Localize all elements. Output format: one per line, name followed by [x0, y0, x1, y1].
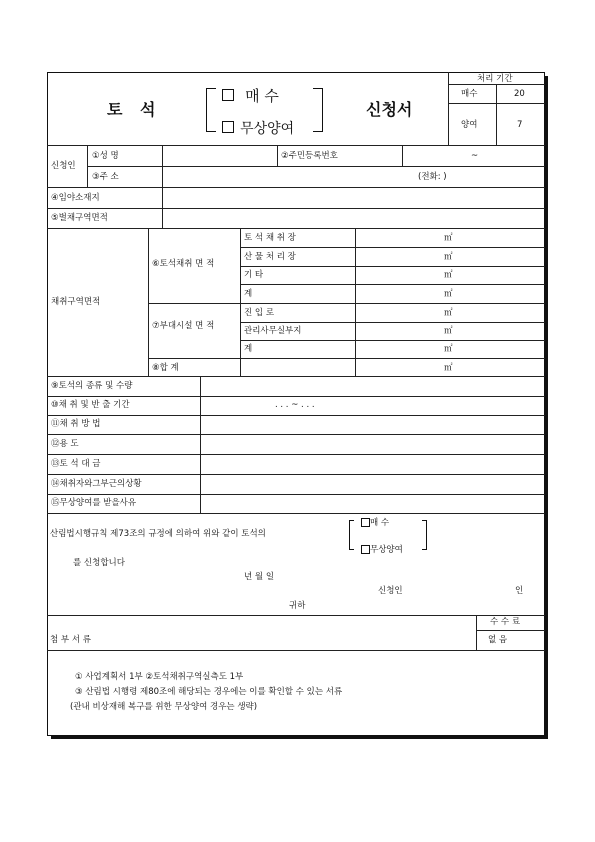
- line-145: [47, 145, 545, 146]
- group6-label: ⑥토석채취 면 적: [152, 259, 215, 269]
- line-228: [47, 228, 545, 229]
- title-bracket-right: [313, 88, 323, 132]
- group7-label: ⑦부대시설 면 적: [152, 321, 215, 331]
- resident-field[interactable]: ~: [471, 151, 479, 161]
- attachments-label: 첨 부 서 류: [50, 635, 91, 645]
- line-322: [240, 322, 545, 323]
- fee-line: [476, 630, 545, 631]
- decl-option-sale: 매 수: [361, 516, 389, 528]
- proc-divider-left: [448, 72, 449, 145]
- frame-shadow-right: [545, 76, 548, 739]
- unit-1[interactable]: ㎡: [444, 233, 453, 243]
- decl-checkbox-grant[interactable]: [361, 545, 370, 554]
- resident-col-a: [277, 145, 278, 166]
- title-option-sale: 매 수: [222, 85, 279, 106]
- proc-row-line: [448, 103, 545, 104]
- unit-5[interactable]: ㎡: [444, 308, 453, 318]
- cut-area-label: ⑤벌채구역면적: [51, 213, 108, 223]
- unit-8[interactable]: ㎡: [444, 363, 453, 373]
- decl-bracket-left: [349, 520, 354, 550]
- proc-row2-days: 7: [517, 120, 523, 130]
- decl-checkbox-sale[interactable]: [361, 518, 370, 527]
- fee-value: 없 음: [488, 635, 508, 645]
- attachment-item-1: ① 사업계획서 1부 ②토석채취구역실측도 1부: [75, 672, 244, 682]
- line-615: [47, 615, 545, 616]
- applicant-col: [87, 145, 88, 187]
- line-247: [240, 247, 545, 248]
- period-value[interactable]: . . . ~ . . .: [275, 400, 315, 410]
- title-left: 토 석: [107, 100, 162, 119]
- address-field[interactable]: [163, 167, 413, 186]
- decl-option-grant: 무상양여: [361, 543, 403, 555]
- forest-site-label: ④임야소재지: [51, 193, 100, 203]
- phone-label[interactable]: (전화: ): [418, 172, 447, 182]
- reason-label: ⑮무상양여를 받을사유: [51, 498, 137, 508]
- unit-3[interactable]: ㎡: [444, 270, 453, 280]
- title-option-grant: 무상양여: [222, 118, 294, 138]
- line-513: [47, 513, 545, 514]
- cut-area-field[interactable]: [163, 209, 543, 227]
- attachment-item-2: ③ 산림법 시행령 제80조에 해당되는 경우에는 이를 확인할 수 있는 서류: [75, 687, 343, 697]
- unit-4[interactable]: ㎡: [444, 289, 453, 299]
- address-label: ③주 소: [92, 172, 119, 182]
- title-bracket-left: [206, 88, 216, 132]
- price-label: ⑬토 석 대 금: [51, 459, 101, 469]
- line-376: [47, 376, 545, 377]
- quarry-col: [148, 228, 149, 376]
- seal-label: 인: [515, 586, 524, 596]
- line-340: [240, 340, 545, 341]
- proc-row1-days: 20: [514, 89, 525, 99]
- fee-col: [476, 615, 477, 650]
- g6-item-3: 기 타: [244, 270, 264, 280]
- resident-label: ②주민등록번호: [281, 151, 338, 161]
- g6-item-4: 계: [244, 289, 253, 299]
- item-col: [240, 228, 241, 376]
- resident-col-b: [402, 145, 403, 166]
- quarry-area-label: 채취구역면적: [51, 297, 101, 307]
- applicant-sign-label: 신청인: [378, 586, 403, 596]
- proc-row2-label: 양여: [461, 120, 478, 130]
- title-right: 신청서: [366, 100, 413, 119]
- line-358: [148, 358, 545, 359]
- g6-item-2: 산 물 처 리 장: [244, 252, 296, 262]
- line-415: [47, 415, 545, 416]
- line-266: [240, 266, 545, 267]
- g6-item-1: 토 석 채 취 장: [244, 233, 296, 243]
- name-field[interactable]: [163, 146, 276, 165]
- relation-label: ⑭채취자와그부근의상황: [51, 479, 142, 489]
- line-494: [47, 494, 545, 495]
- line-454: [47, 454, 545, 455]
- frame-shadow-bottom: [51, 736, 548, 739]
- applicant-label: 신청인: [51, 161, 76, 171]
- unit-7[interactable]: ㎡: [444, 344, 453, 354]
- use-label: ⑫용 도: [51, 439, 79, 449]
- line-650: [47, 650, 545, 651]
- total-label: ⑧합 계: [152, 363, 179, 373]
- line-474: [47, 474, 545, 475]
- attachment-item-3: (관내 비상재해 복구를 위한 무상양여 경우는 생략): [70, 702, 258, 712]
- request-text: 를 신청합니다: [73, 558, 125, 568]
- proc-row1-label: 매수: [461, 89, 478, 99]
- unit-6[interactable]: ㎡: [444, 326, 453, 336]
- g7-item-1: 진 입 로: [244, 308, 275, 318]
- value-col: [355, 228, 356, 376]
- decl-bracket-right: [422, 520, 427, 550]
- fee-label: 수 수 료: [490, 617, 521, 627]
- proc-header-line: [448, 84, 545, 85]
- proc-divider-mid: [496, 84, 497, 145]
- name-label: ①성 명: [92, 151, 119, 161]
- line-396: [47, 396, 545, 397]
- g7-item-3: 계: [244, 344, 253, 354]
- date-line[interactable]: 년 월 일: [244, 572, 275, 582]
- kind-qty-label: ⑨토석의 종류 및 수량: [51, 381, 133, 391]
- proc-header: 처리 기간: [477, 74, 513, 84]
- checkbox-sale[interactable]: [222, 89, 234, 101]
- period-label: ⑩채 취 및 반 출 기간: [51, 400, 130, 410]
- line-303: [148, 303, 545, 304]
- g7-item-2: 관리사무실부지: [244, 326, 302, 336]
- checkbox-grant[interactable]: [222, 121, 234, 133]
- declaration-text: 산림법시행규칙 제73조의 규정에 의하여 위와 같이 토석의: [50, 529, 266, 539]
- line-284: [240, 284, 545, 285]
- unit-2[interactable]: ㎡: [444, 252, 453, 262]
- method-label: ⑪채 취 방 법: [51, 419, 101, 429]
- forest-site-field[interactable]: [163, 188, 543, 207]
- line-434: [47, 434, 545, 435]
- addressee-label: 귀하: [289, 601, 306, 611]
